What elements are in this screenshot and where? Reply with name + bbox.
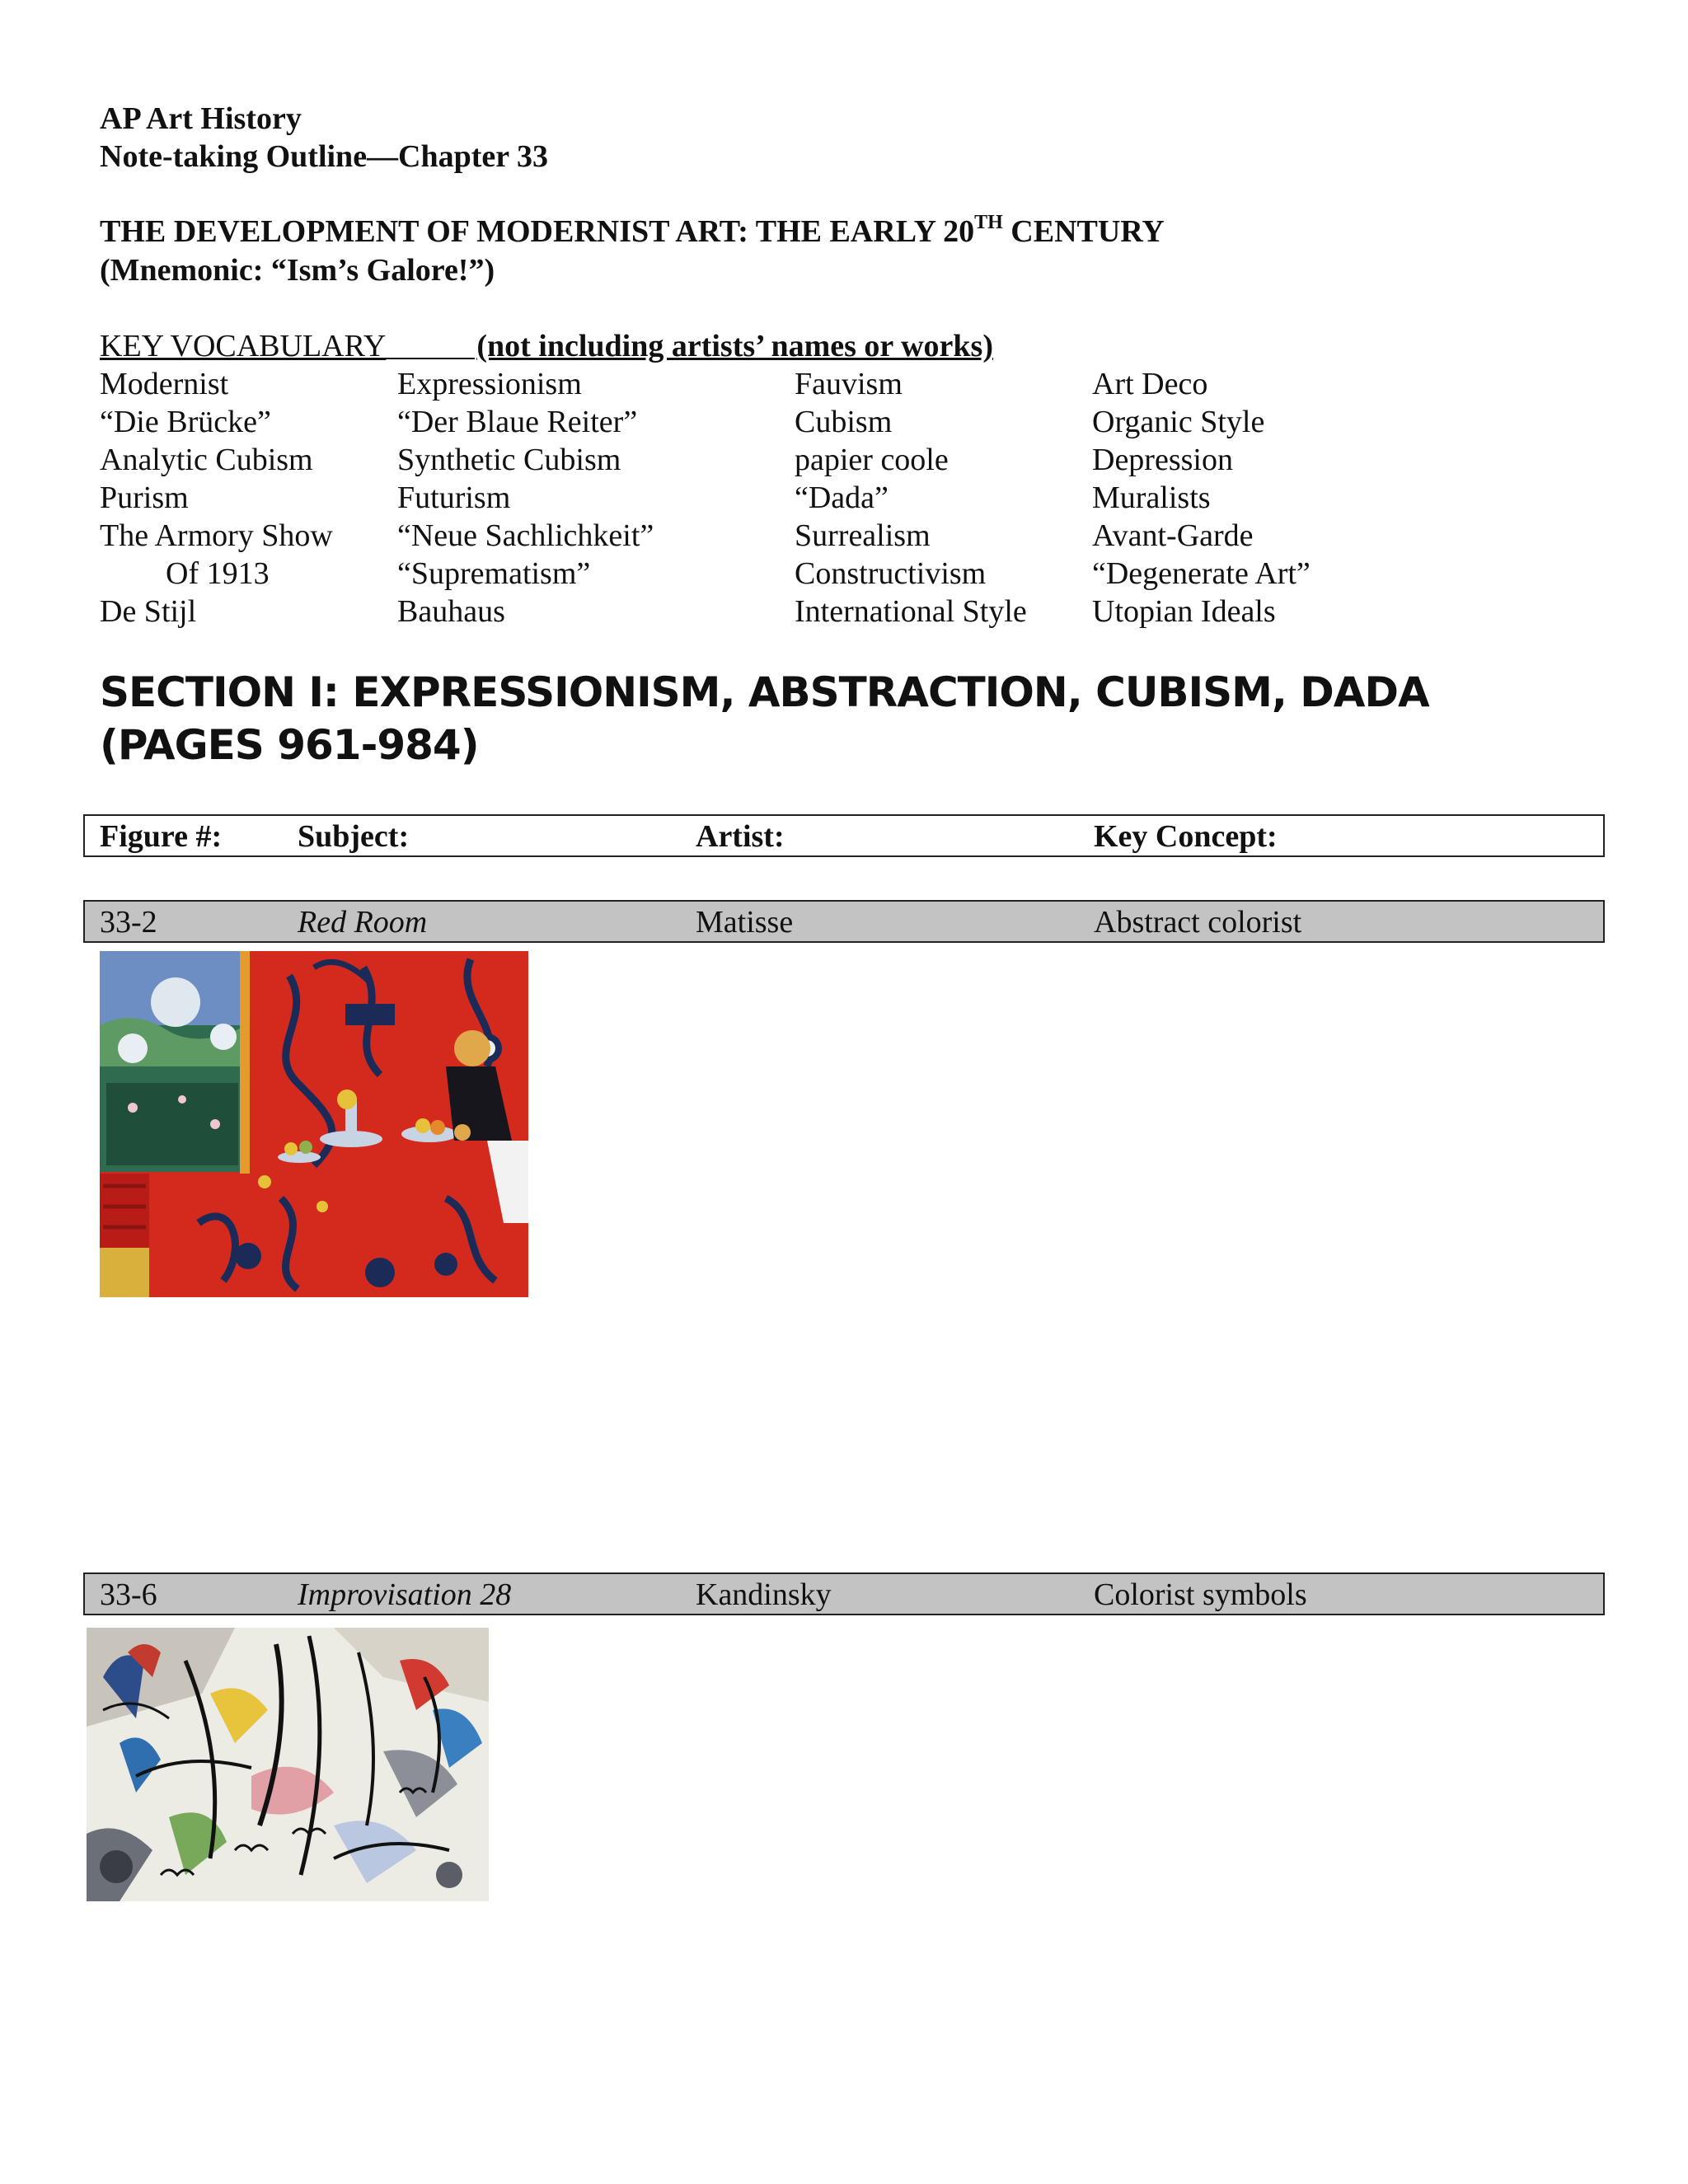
header-key-concept: Key Concept:	[1094, 819, 1278, 854]
vocab-term: Purism	[100, 480, 189, 515]
course-title: AP Art History	[100, 101, 302, 136]
vocabulary-label: KEY VOCABULARY	[100, 329, 387, 363]
vocab-term: Constructivism	[795, 556, 987, 591]
vocab-term: “Dada”	[795, 480, 889, 515]
vocabulary-heading	[100, 327, 993, 365]
vocab-term: Synthetic Cubism	[397, 443, 621, 477]
red-room-painting-svg	[100, 951, 528, 1297]
vocab-term: Avant-Garde	[1092, 518, 1254, 553]
vocab-term: “Der Blaue Reiter”	[397, 405, 638, 439]
table-row	[83, 1572, 1605, 1615]
vocab-term: Art Deco	[1092, 367, 1208, 401]
red-room-painting	[100, 951, 528, 1297]
figure-subject: Improvisation 28	[298, 1577, 512, 1612]
figure-artist: Matisse	[696, 905, 794, 940]
vocab-term: Organic Style	[1092, 405, 1265, 439]
chapter-heading-end: CENTURY	[1002, 214, 1165, 249]
vocab-term: De Stijl	[100, 594, 197, 629]
vocab-term: Surrealism	[795, 518, 931, 553]
vocabulary-underline-gap	[386, 330, 475, 359]
section-heading: SECTION I: EXPRESSIONISM, ABSTRACTION, CUBISM, DADA (PAGES 961-984)	[100, 668, 1429, 769]
figure-key-concept: Colorist symbols	[1094, 1577, 1307, 1612]
vocab-term: Modernist	[100, 367, 229, 401]
vocab-term: “Suprematism”	[397, 556, 591, 591]
vocab-term: Futurism	[397, 480, 511, 515]
header-figure: Figure #:	[100, 819, 223, 854]
table-row	[83, 900, 1605, 943]
vocab-term: “Die Brücke”	[100, 405, 271, 439]
vocab-term: The Armory Show	[100, 518, 333, 553]
improvisation-28-painting-svg	[87, 1628, 489, 1901]
vocab-term: Expressionism	[397, 367, 582, 401]
vocab-term: Utopian Ideals	[1092, 594, 1276, 629]
chapter-heading	[100, 213, 1165, 251]
vocab-term: Cubism	[795, 405, 893, 439]
outline-title: Note-taking Outline—Chapter 33	[100, 139, 548, 174]
vocab-term-continuation: Of 1913	[166, 556, 270, 591]
vocab-term: Muralists	[1092, 480, 1211, 515]
figure-number: 33-6	[100, 1577, 157, 1612]
vocab-term: International Style	[795, 594, 1027, 629]
vocab-term: Depression	[1092, 443, 1233, 477]
chapter-heading-sup: TH	[974, 212, 1003, 233]
figure-artist: Kandinsky	[696, 1577, 832, 1612]
vocab-term: “Degenerate Art”	[1092, 556, 1311, 591]
figure-subject: Red Room	[298, 905, 428, 940]
vocab-term: papier coole	[795, 443, 949, 477]
vocab-term: “Neue Sachlichkeit”	[397, 518, 654, 553]
figure-key-concept: Abstract colorist	[1094, 905, 1302, 940]
figure-number: 33-2	[100, 905, 157, 940]
chapter-heading-main: THE DEVELOPMENT OF MODERNIST ART: THE EARLY 20	[100, 214, 975, 249]
vocab-term: Fauvism	[795, 367, 903, 401]
vocabulary-note: (not including artists’ names or works)	[476, 329, 993, 363]
header-subject: Subject:	[298, 819, 410, 854]
table-header-row	[83, 814, 1605, 857]
vocab-term: Bauhaus	[397, 594, 505, 629]
header-artist: Artist:	[696, 819, 785, 854]
vocab-term: Analytic Cubism	[100, 443, 313, 477]
mnemonic: (Mnemonic: “Ism’s Galore!”)	[100, 253, 495, 288]
improvisation-28-painting	[87, 1628, 489, 1901]
